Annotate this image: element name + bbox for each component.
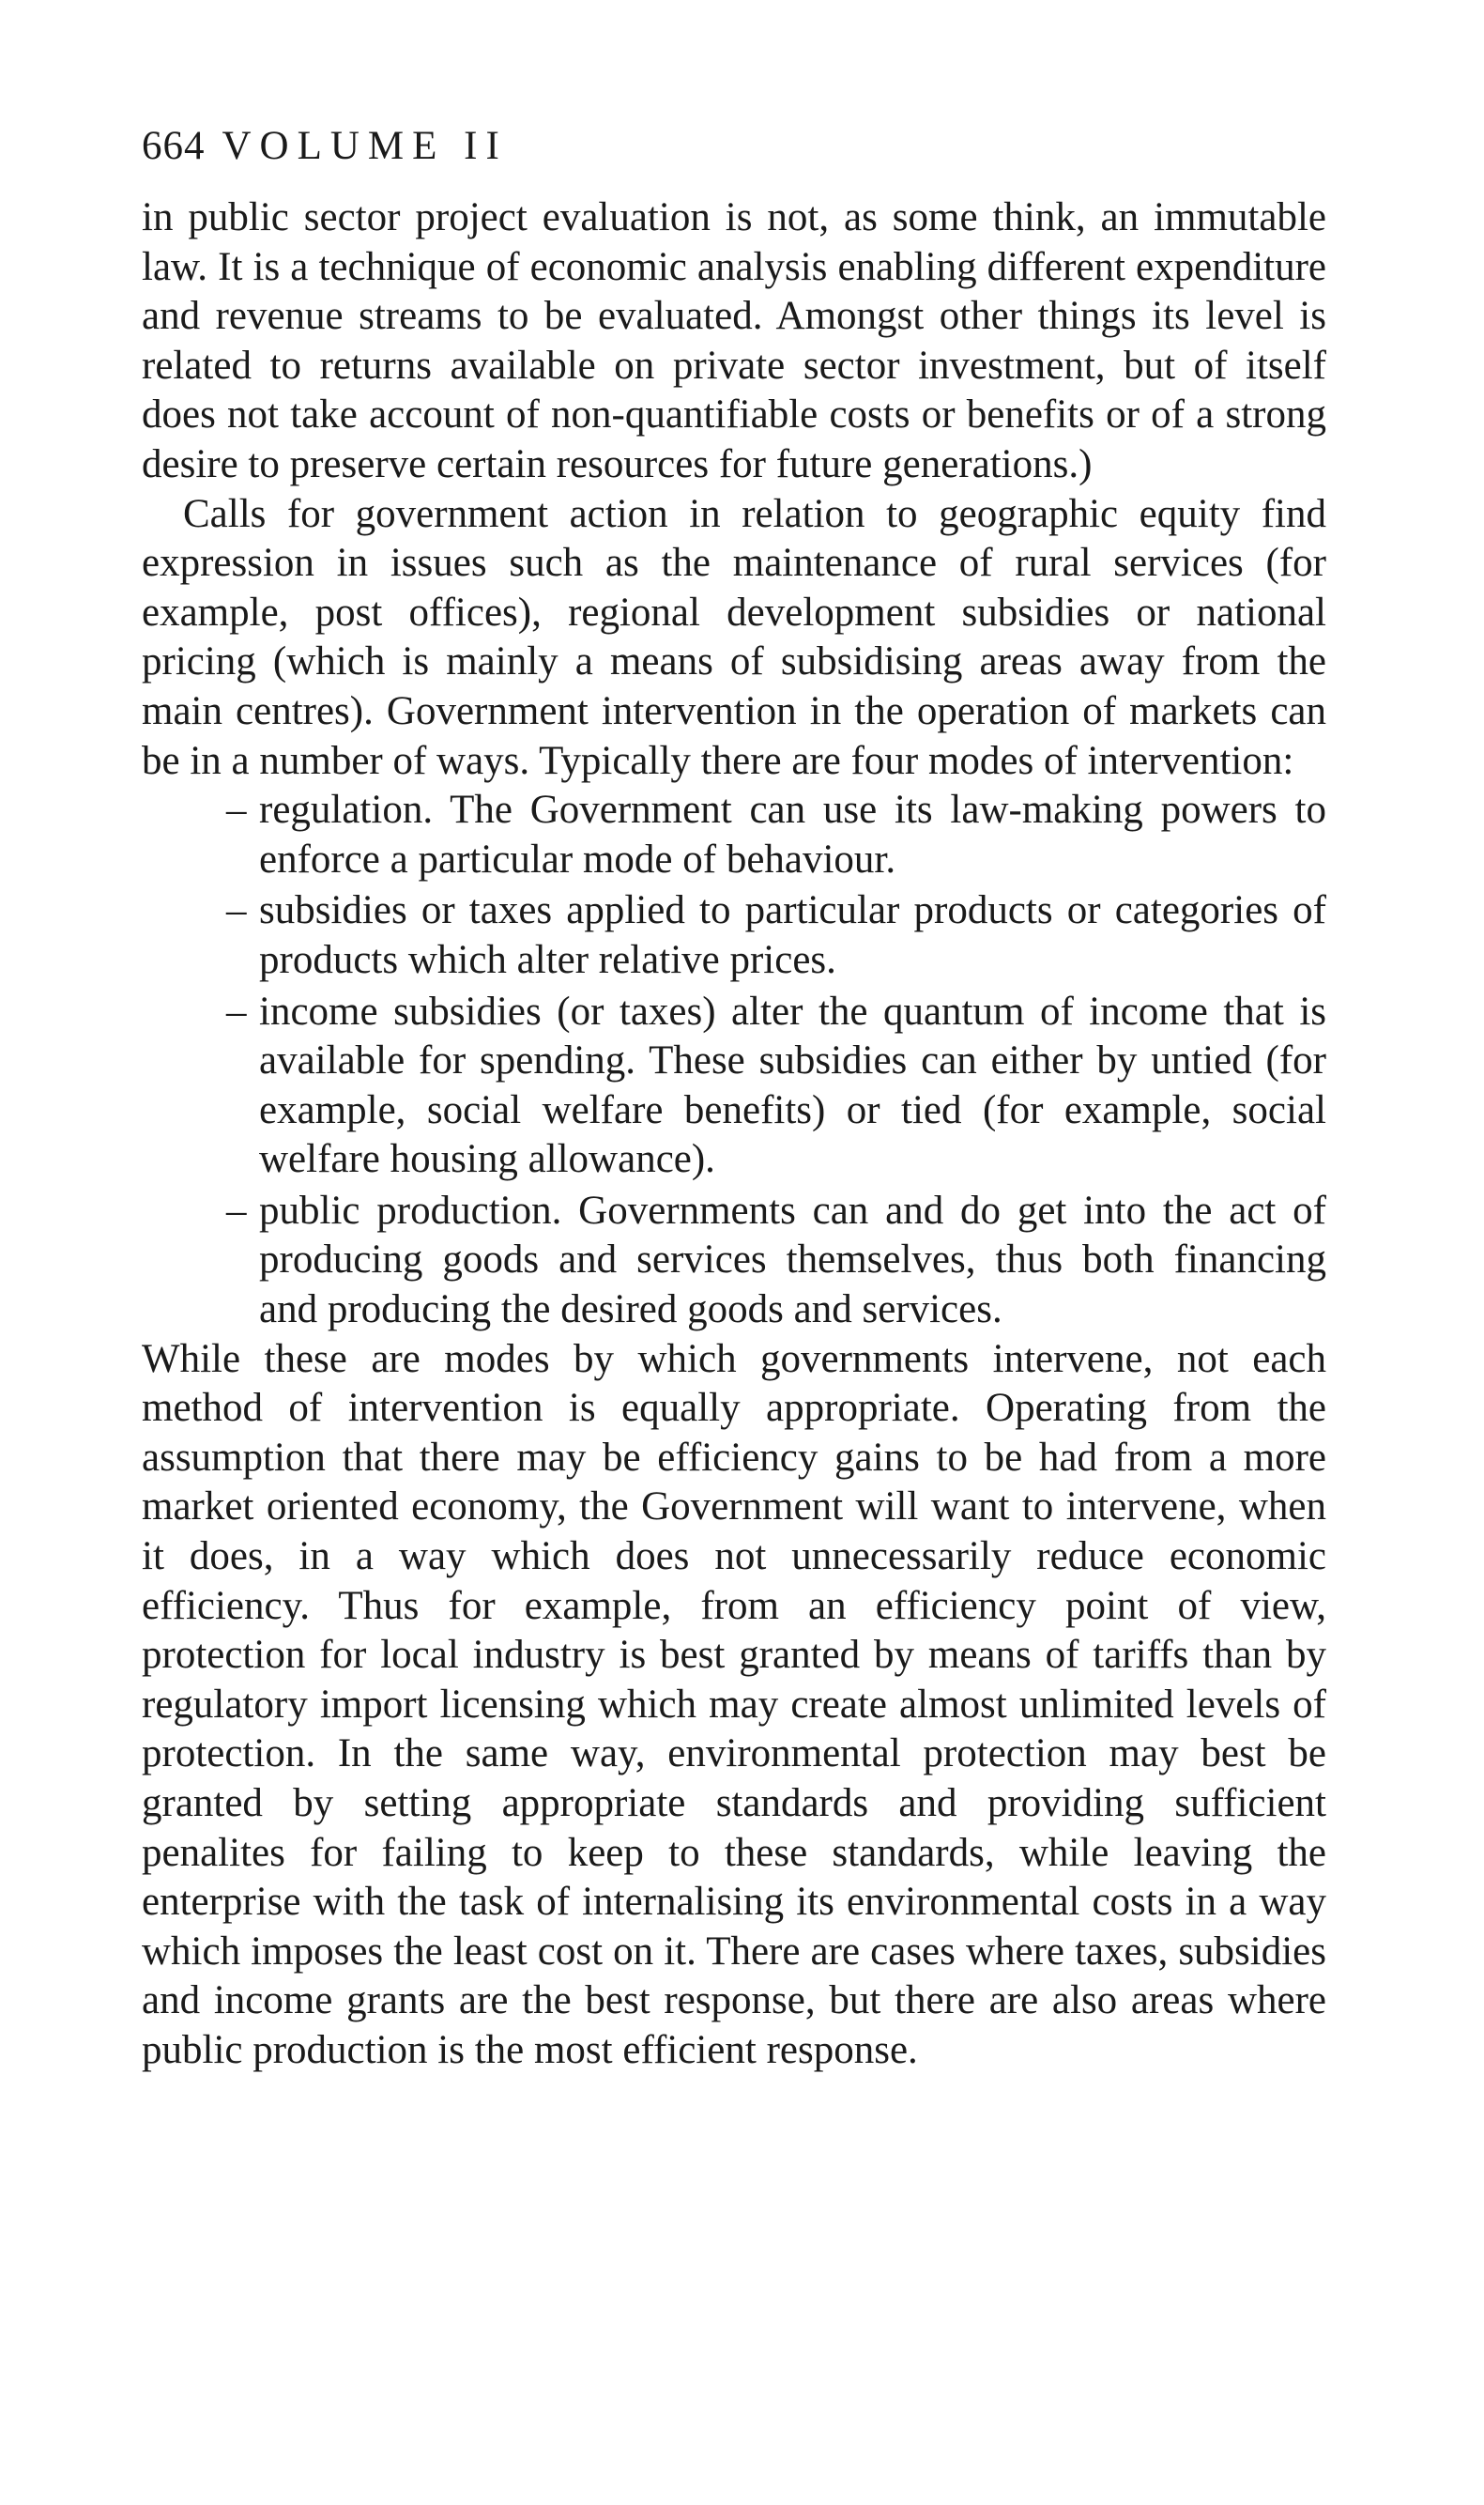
running-title: VOLUME II <box>222 124 508 168</box>
paragraph-geographic-equity: Calls for government action in relation to geographic equity find expression in issues such as the maintenance of rural services (for example, post offices), regional development subsidies or national pricing (which is mainly a means of subsidising areas away from the main centres). Government intervention in the operation of markets can be in a number of ways. Typically there are four modes of intervention: <box>142 491 1326 783</box>
running-head <box>142 122 1326 171</box>
list-dash: – <box>226 888 247 933</box>
list-item <box>226 988 1326 1185</box>
paragraph-continued: in public sector project evaluation is not, as some think, an immutable law. It is a technique of economic analysis enabling different expenditure and revenue streams to be evaluated. Amongst other things its level is related to returns available on private sector investment, but of itself does not take account of non-quantifiable costs or benefits or of a strong desire to preserve certain resources for future generations.) <box>142 195 1326 486</box>
list-item-text: subsidies or taxes applied to particular products or categories of products which alter relative prices. <box>259 888 1326 982</box>
list-dash: – <box>226 989 247 1034</box>
list-item-text: public production. Governments can and do get into the act of producing goods and services themselves, thus both financing and producing the desired goods and services. <box>259 1188 1326 1332</box>
list-dash: – <box>226 788 247 833</box>
list-item-text: income subsidies (or taxes) alter the quantum of income that is available for spending. These subsidies can either by untied (for example, social welfare benefits) or tied (for example, social welfare housing allowance). <box>259 989 1326 1182</box>
intervention-modes-list <box>142 786 1326 1335</box>
list-item <box>226 886 1326 985</box>
list-item <box>226 1187 1326 1335</box>
page-number: 664 <box>142 124 206 168</box>
book-page <box>142 122 1326 2076</box>
paragraph-efficiency: While these are modes by which governments intervene, not each method of intervention is equally appropriate. Operating from the assumption that there may be efficiency gains to be had from a more market oriented economy, the Government will want to intervene, when it does, in a way which does not unnecessarily reduce economic efficiency. Thus for example, from an efficiency point of view, protection for local industry is best granted by means of tariffs than by regulatory import licensing which may create almost unlimited levels of protection. In the same way, environmental protection may best be granted by setting appropriate standards and providing sufficient penalites for failing to keep to these standards, while leaving the enterprise with the task of internalising its environmental costs in a way which imposes the least cost on it. There are cases where taxes, subsidies and income grants are the best response, but there are also areas where public production is the most efficient response. <box>142 1336 1326 2072</box>
list-item-text: regulation. The Government can use its law-making powers to enforce a particular mode of behaviour. <box>259 788 1326 882</box>
list-dash: – <box>226 1188 247 1233</box>
list-item <box>226 786 1326 884</box>
